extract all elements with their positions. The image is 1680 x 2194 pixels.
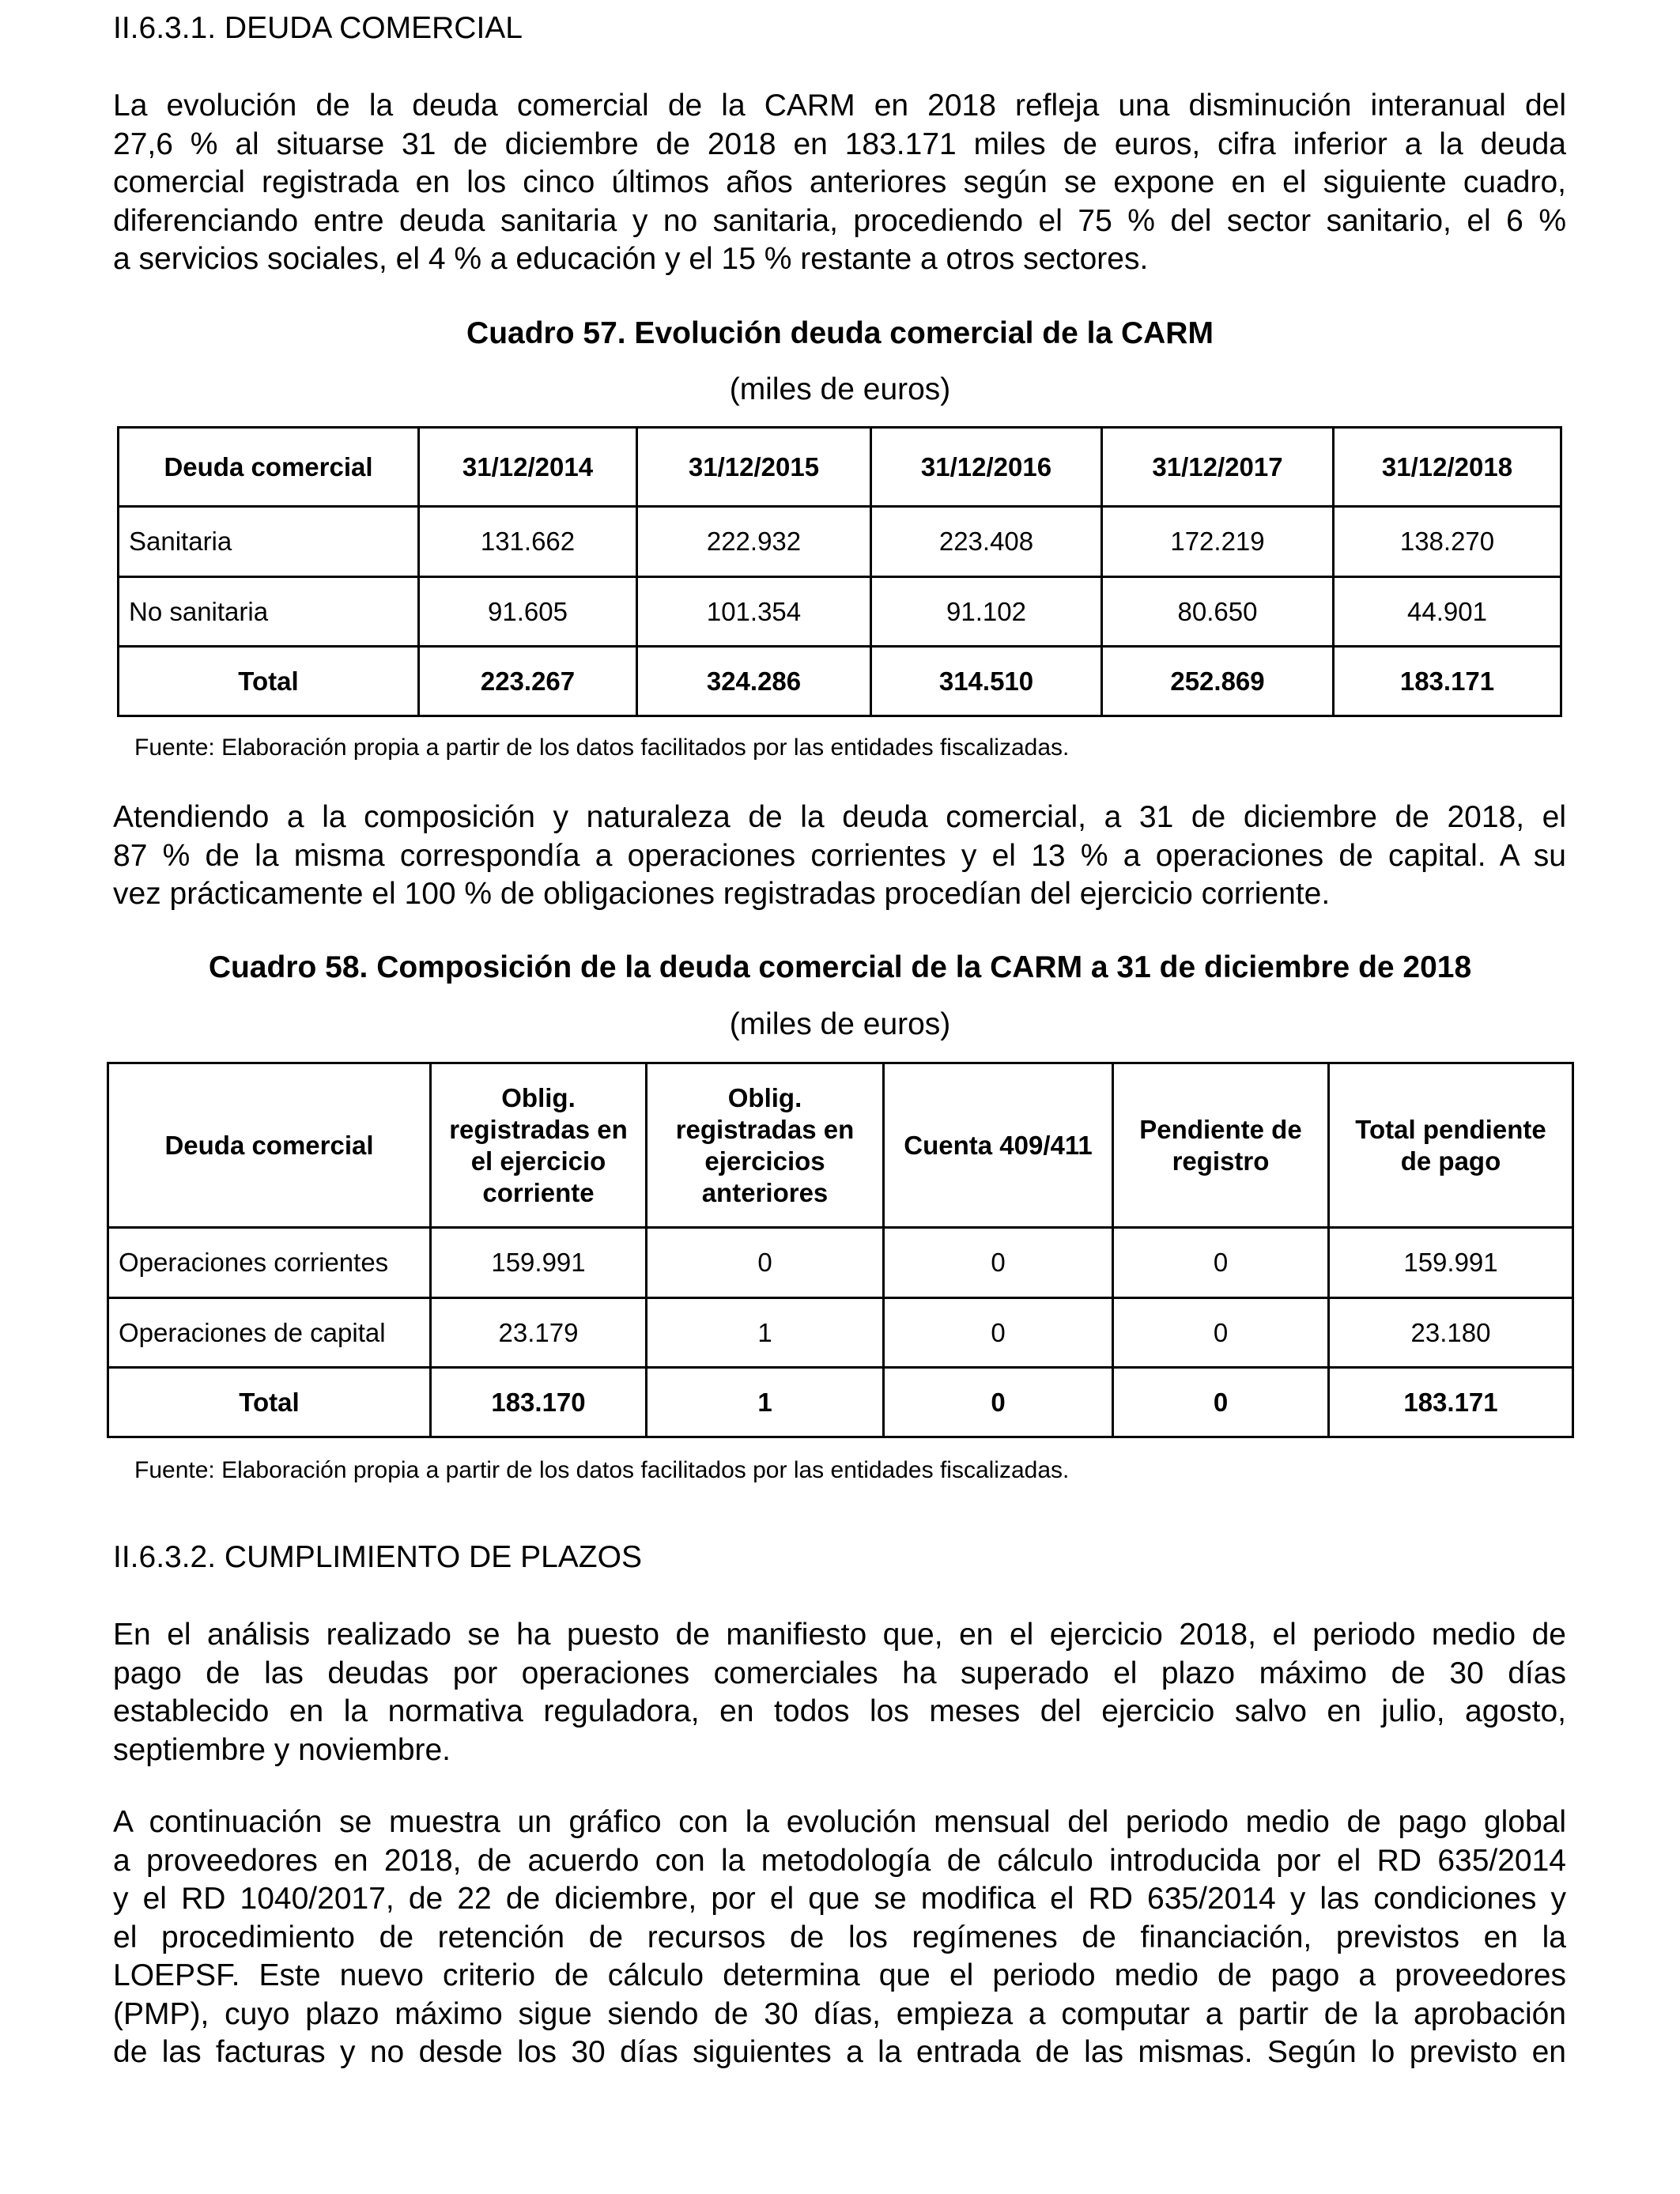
table-cell: 159.991 — [431, 1228, 647, 1298]
table-row — [119, 507, 1561, 577]
column-header: Oblig. registradas en el ejercicio corriente — [431, 1063, 647, 1228]
table-cell: 0 — [884, 1368, 1113, 1437]
table-cell: 23.179 — [431, 1298, 647, 1368]
text-line: a servicios sociales, el 4 % a educación y el 15 % restante a otros sectores. — [113, 242, 1149, 276]
table-cell: 91.102 — [871, 577, 1102, 647]
table-cell: 0 — [1113, 1368, 1329, 1437]
table-cell: 159.991 — [1329, 1228, 1573, 1298]
table-cell: 23.180 — [1329, 1298, 1573, 1368]
column-header: 31/12/2016 — [871, 428, 1102, 507]
text-line: pago de las deudas por operaciones comerciales ha superado el plazo máximo de 30 días — [113, 1656, 1566, 1690]
text-line: diferenciando entre deuda sanitaria y no sanitaria, procediendo el 75 % del sector sanitario, el 6 % — [113, 203, 1566, 238]
table-cell: 1 — [647, 1298, 884, 1368]
text-line: establecido en la normativa reguladora, en todos los meses del ejercicio salvo en julio, agosto, — [113, 1694, 1566, 1728]
table-cell: 183.171 — [1329, 1368, 1573, 1437]
paragraph-analisis — [113, 1616, 1566, 1769]
column-header: Pendiente de registro — [1113, 1063, 1329, 1228]
text-line: de las facturas y no desde los 30 días siguientes a la entrada de las mismas. Según lo previsto en — [113, 2035, 1566, 2069]
table57-title: Cuadro 57. Evolución deuda comercial de la CARM — [466, 316, 1214, 350]
text-line: A continuación se muestra un gráfico con la evolución mensual del periodo medio de pago global — [113, 1805, 1566, 1839]
table-cell: 222.932 — [637, 507, 871, 577]
table-row — [119, 577, 1561, 647]
column-header: 31/12/2018 — [1334, 428, 1561, 507]
table-cell: 1 — [647, 1368, 884, 1437]
column-header: 31/12/2017 — [1102, 428, 1334, 507]
text-line: 27,6 % al situarse 31 de diciembre de 2018 en 183.171 miles de euros, cifra inferior a la deuda — [113, 127, 1566, 161]
text-line: a proveedores en 2018, de acuerdo con la metodología de cálculo introducida por el RD 635/2014 — [113, 1843, 1566, 1878]
row-label: Operaciones corrientes — [108, 1228, 431, 1298]
table58-units: (miles de euros) — [729, 1007, 951, 1041]
table-cell: 101.354 — [637, 577, 871, 647]
table-cell: 324.286 — [637, 647, 871, 716]
paragraph-grafico — [113, 1803, 1566, 2072]
table-cell: 183.171 — [1334, 647, 1561, 716]
text-line: En el análisis realizado se ha puesto de manifiesto que, en el ejercicio 2018, el periodo medio de — [113, 1618, 1566, 1652]
table-cell: 183.170 — [431, 1368, 647, 1437]
text-line: comercial registrada en los cinco últimos años anteriores según se expone en el siguiente cuadro, — [113, 165, 1566, 199]
table-cell: 44.901 — [1334, 577, 1561, 647]
column-header: 31/12/2014 — [419, 428, 637, 507]
section-heading-deuda-comercial: II.6.3.1. DEUDA COMERCIAL — [113, 11, 523, 45]
text-line: Atendiendo a la composición y naturaleza de la deuda comercial, a 31 de diciembre de 2018, el — [113, 800, 1566, 834]
table-cell: 223.267 — [419, 647, 637, 716]
table-cell: 0 — [1113, 1228, 1329, 1298]
table-cell: 314.510 — [871, 647, 1102, 716]
table58-source: Fuente: Elaboración propia a partir de los datos facilitados por las entidades fiscalizadas. — [134, 1457, 1070, 1483]
row-label: Operaciones de capital — [108, 1298, 431, 1368]
text-line: 87 % de la misma correspondía a operaciones corrientes y el 13 % a operaciones de capital. A su — [113, 838, 1566, 873]
table-cell: 138.270 — [1334, 507, 1561, 577]
table-cell: 223.408 — [871, 507, 1102, 577]
table-cell: 172.219 — [1102, 507, 1334, 577]
table-cell: 0 — [647, 1228, 884, 1298]
row-label: Sanitaria — [119, 507, 419, 577]
text-line: y el RD 1040/2017, de 22 de diciembre, por el que se modifica el RD 635/2014 y las condiciones y — [113, 1882, 1566, 1916]
table-row — [108, 1298, 1573, 1368]
row-label: No sanitaria — [119, 577, 419, 647]
table58 — [107, 1062, 1574, 1438]
column-header: Deuda comercial — [119, 428, 419, 507]
table-cell: 0 — [884, 1228, 1113, 1298]
table58-title: Cuadro 58. Composición de la deuda comercial de la CARM a 31 de diciembre de 2018 — [208, 950, 1472, 984]
paragraph-composicion — [113, 799, 1566, 914]
row-label: Total — [108, 1368, 431, 1437]
text-line: vez prácticamente el 100 % de obligaciones registradas procedían del ejercicio corriente. — [113, 877, 1331, 911]
section-heading-cumplimiento-plazos: II.6.3.2. CUMPLIMIENTO DE PLAZOS — [113, 1540, 642, 1574]
table-header-row — [108, 1063, 1573, 1228]
column-header: Cuenta 409/411 — [884, 1063, 1113, 1228]
text-line: septiembre y noviembre. — [113, 1732, 451, 1767]
column-header: 31/12/2015 — [637, 428, 871, 507]
row-label: Total — [119, 647, 419, 716]
table-row — [108, 1228, 1573, 1298]
table57-units: (miles de euros) — [729, 372, 951, 406]
column-header: Oblig. registradas en ejercicios anteriores — [647, 1063, 884, 1228]
column-header: Deuda comercial — [108, 1063, 431, 1228]
table-cell: 0 — [884, 1298, 1113, 1368]
text-line: el procedimiento de retención de recursos de los regímenes de financiación, previstos en la — [113, 1920, 1566, 1954]
paragraph-evolucion — [113, 87, 1566, 279]
table57-source: Fuente: Elaboración propia a partir de los datos facilitados por las entidades fiscalizadas. — [134, 734, 1070, 761]
table-header-row — [119, 428, 1561, 507]
table-cell: 0 — [1113, 1298, 1329, 1368]
text-line: LOEPSF. Este nuevo criterio de cálculo determina que el periodo medio de pago a proveedores — [113, 1958, 1566, 1992]
table-total-row — [119, 647, 1561, 716]
text-line: (PMP), cuyo plazo máximo sigue siendo de 30 días, empieza a computar a partir de la aprobación — [113, 1996, 1566, 2031]
table57 — [117, 426, 1562, 717]
column-header: Total pendiente de pago — [1329, 1063, 1573, 1228]
table-cell: 252.869 — [1102, 647, 1334, 716]
table-cell: 131.662 — [419, 507, 637, 577]
table-cell: 91.605 — [419, 577, 637, 647]
table-total-row — [108, 1368, 1573, 1437]
text-line: La evolución de la deuda comercial de la CARM en 2018 refleja una disminución interanual del — [113, 89, 1566, 123]
table-cell: 80.650 — [1102, 577, 1334, 647]
